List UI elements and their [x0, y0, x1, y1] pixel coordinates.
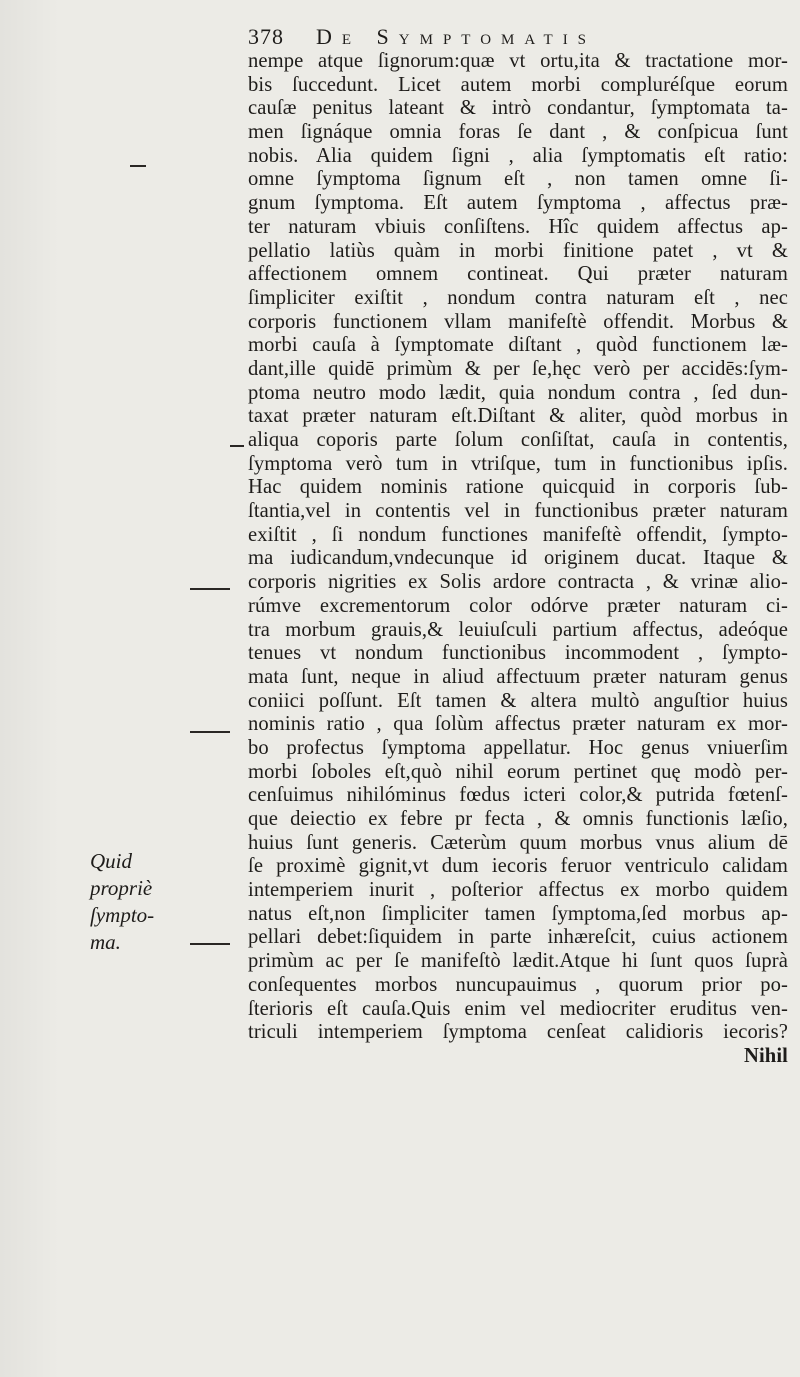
text-line: men ſignáque omnia foras ſe dant , & conſpicua ſunt: [248, 121, 788, 144]
text-line: nempe atque ſignorum:quæ vt ortu,ita & tractatione mor-: [248, 50, 788, 72]
margin-note-line: ma.: [90, 930, 121, 954]
page-number: 378: [248, 24, 284, 49]
text-line: taxat præter naturam eſt.Diſtant & aliter, quòd morbus in: [248, 405, 788, 428]
text-line: pellari debet:ſiquidem in parte inhæreſcit, cuius actionem: [248, 926, 788, 949]
body-text: [248, 50, 788, 1069]
text-line: aliqua coporis parte ſolum conſiſtat, cauſa in contentis,: [248, 429, 788, 451]
text-line: exiſtit , ſi nondum functiones manifeſtè offendit, ſympto-: [248, 523, 788, 546]
text-line: nominis ratio , qua ſolùm affectus præter naturam ex mor-: [248, 713, 788, 736]
text-line: pellatio latiùs quàm in morbi finitione patet , vt &: [248, 239, 788, 262]
binding-shadow: [0, 0, 60, 1377]
text-line: tenues vt nondum functionibus incommodent , ſympto-: [248, 642, 788, 665]
text-line: ter naturam vbiuis conſiſtens. Hîc quidem affectus ap-: [248, 215, 788, 238]
text-line: triculi intemperiem ſymptoma cenſeat calidioris iecoris?: [248, 1021, 788, 1044]
text-line: natus eſt,non ſimpliciter tamen ſymptoma,ſed morbus ap-: [248, 902, 788, 925]
text-line: ſymptoma verò tum in vtriſque, tum in functionibus ipſis.: [248, 452, 788, 475]
text-line: huius ſunt generis. Cæterùm quum morbus vnus alium dē: [248, 831, 788, 854]
margin-ink-mark: [130, 165, 146, 167]
text-line: morbi cauſa à ſymptomate diſtant , quòd functionem læ-: [248, 334, 788, 357]
text-line: ſtantia,vel in contentis vel in functionibus præter naturam: [248, 500, 788, 523]
margin-note-line: Quid: [90, 849, 132, 873]
text-line: cauſæ penitus lateant & intrò condantur, ſymptomata ta-: [248, 97, 788, 120]
text-line: ptoma neutro modo lædit, quia nondum contra , ſed dun-: [248, 381, 788, 404]
text-line: conſequentes morbos nuncupauimus , quorum prior po-: [248, 973, 788, 996]
text-line: cenſuimus nihilóminus fœdus icteri color,& putrida fœtenſ-: [248, 784, 788, 807]
text-line: affectionem omnem contineat. Qui præter naturam: [248, 263, 788, 286]
text-line: bo profectus ſymptoma appellatur. Hoc genus vniuerſim: [248, 736, 788, 759]
margin-note-line: propriè: [90, 876, 153, 900]
margin-ink-mark: [190, 731, 230, 733]
running-title: De Symptomatis: [316, 24, 597, 49]
text-line: corporis functionem vllam manifeſtè offendit. Morbus &: [248, 310, 788, 333]
text-line: mata ſunt, neque in aliud affectuum præter naturam genus: [248, 665, 788, 688]
text-line: coniici poſſunt. Eſt tamen & altera multò anguſtior huius: [248, 689, 788, 712]
text-line: Hac quidem nominis ratione quicquid in corporis ſub-: [248, 476, 788, 499]
text-line: intemperiem inurit , poſterior affectus ex morbo quidem: [248, 879, 788, 902]
text-line: que deiectio ex febre pr fecta , & omnis functionis læſio,: [248, 808, 788, 830]
text-line: gnum ſymptoma. Eſt autem ſymptoma , affectus præ-: [248, 192, 788, 215]
text-line: ſe proximè gignit,vt dum iecoris feruor ventriculo calidam: [248, 855, 788, 878]
margin-note: [90, 848, 210, 956]
catchword: Nihil: [744, 1044, 788, 1067]
text-line: corporis nigrities ex Solis ardore contracta , & vrinæ alio-: [248, 571, 788, 594]
text-line: dant,ille quidē primùm & per ſe,hęc verò per accidēs:ſym-: [248, 357, 788, 380]
page-header: [248, 20, 718, 54]
text-line: rúmve excrementorum color odórve præter naturam ci-: [248, 594, 788, 617]
text-line: primùm ac per ſe manifeſtò lædit.Atque hi ſunt quos ſuprà: [248, 950, 788, 973]
margin-note-line: ſympto-: [90, 903, 155, 927]
text-line: nobis. Alia quidem ſigni , alia ſymptomatis eſt ratio:: [248, 144, 788, 167]
text-line: ma iudicandum,vndecunque id originem ducat. Itaque &: [248, 547, 788, 570]
text-line: tra morbum grauis,& leuiuſculi partium affectus, adeóque: [248, 618, 788, 641]
text-line: morbi ſoboles eſt,quò nihil eorum pertinet quę modò per-: [248, 760, 788, 783]
margin-ink-mark: [230, 445, 244, 447]
text-line: ſimpliciter exiſtit , nondum contra naturam eſt , nec: [248, 286, 788, 309]
text-line: omne ſymptoma ſignum eſt , non tamen omne ſi-: [248, 168, 788, 191]
text-line: ſterioris eſt cauſa.Quis enim vel mediocriter eruditus ven-: [248, 997, 788, 1020]
margin-ink-mark: [190, 588, 230, 590]
text-line: bis ſuccedunt. Licet autem morbi compluréſque eorum: [248, 73, 788, 96]
